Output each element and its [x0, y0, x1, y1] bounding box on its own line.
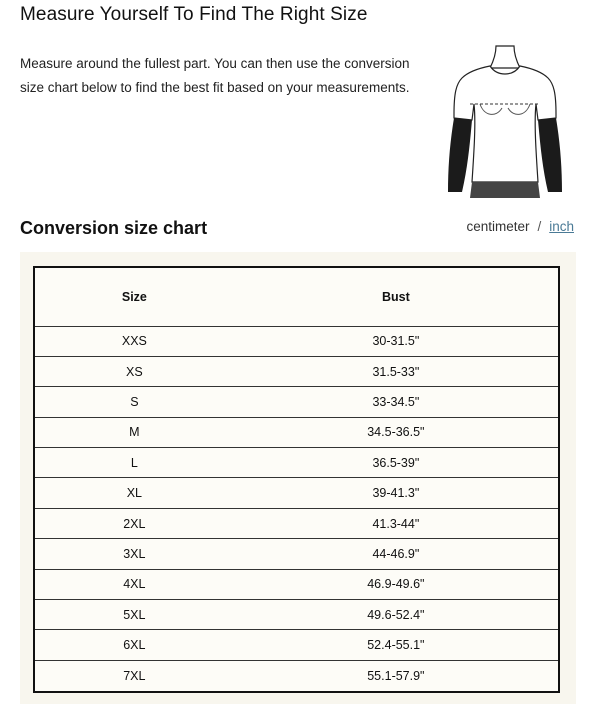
page-title: Measure Yourself To Find The Right Size	[20, 4, 368, 25]
table-row	[35, 539, 558, 569]
size-cell: XL	[35, 478, 234, 508]
bust-cell: 55.1-57.9"	[367, 668, 425, 683]
size-chart-table	[33, 266, 560, 693]
size-cell: XXS	[35, 326, 234, 356]
column-header-bust: Bust	[234, 268, 558, 326]
size-cell: 7XL	[123, 668, 146, 683]
size-cell: 2XL	[35, 508, 234, 538]
table-row	[35, 356, 558, 386]
size-cell: 3XL	[35, 539, 234, 569]
table-row	[35, 630, 558, 660]
unit-inch-link[interactable]: inch	[549, 219, 574, 234]
table-header-row	[35, 268, 558, 326]
table-row	[35, 417, 558, 447]
bust-cell: 41.3-44"	[234, 508, 558, 538]
bust-cell: 44-46.9"	[234, 539, 558, 569]
size-cell: L	[35, 448, 234, 478]
table-row	[35, 600, 558, 630]
bust-cell: 36.5-39"	[234, 448, 558, 478]
bust-cell: 30-31.5"	[234, 326, 558, 356]
measurement-instructions: Measure around the fullest part. You can then use the conversion size chart below to find the best fit based on your measurements.	[20, 56, 410, 95]
unit-separator: /	[537, 219, 542, 234]
unit-switch	[466, 219, 574, 234]
size-cell: XS	[35, 356, 234, 386]
table-row	[35, 326, 558, 356]
bust-cell: 39-41.3"	[234, 478, 558, 508]
size-cell: M	[35, 417, 234, 447]
column-header-size: Size	[35, 268, 234, 326]
bust-cell: 49.6-52.4"	[234, 600, 558, 630]
table-row	[35, 660, 558, 690]
size-chart-panel	[20, 252, 576, 704]
table-row	[35, 569, 558, 599]
table-row	[35, 448, 558, 478]
size-cell: 4XL	[35, 569, 234, 599]
size-cell: 5XL	[35, 600, 234, 630]
size-cell: 6XL	[35, 630, 234, 660]
table-row	[35, 478, 558, 508]
bust-cell: 34.5-36.5"	[234, 417, 558, 447]
size-chart-title: Conversion size chart	[20, 218, 208, 238]
bust-cell: 46.9-49.6"	[234, 569, 558, 599]
bust-cell: 31.5-33"	[234, 356, 558, 386]
table-row	[35, 508, 558, 538]
table-row	[35, 387, 558, 417]
bust-cell: 52.4-55.1"	[234, 630, 558, 660]
bust-cell: 33-34.5"	[234, 387, 558, 417]
size-cell: S	[35, 387, 234, 417]
bust-measurement-illustration	[440, 42, 570, 198]
unit-centimeter[interactable]: centimeter	[466, 219, 530, 234]
